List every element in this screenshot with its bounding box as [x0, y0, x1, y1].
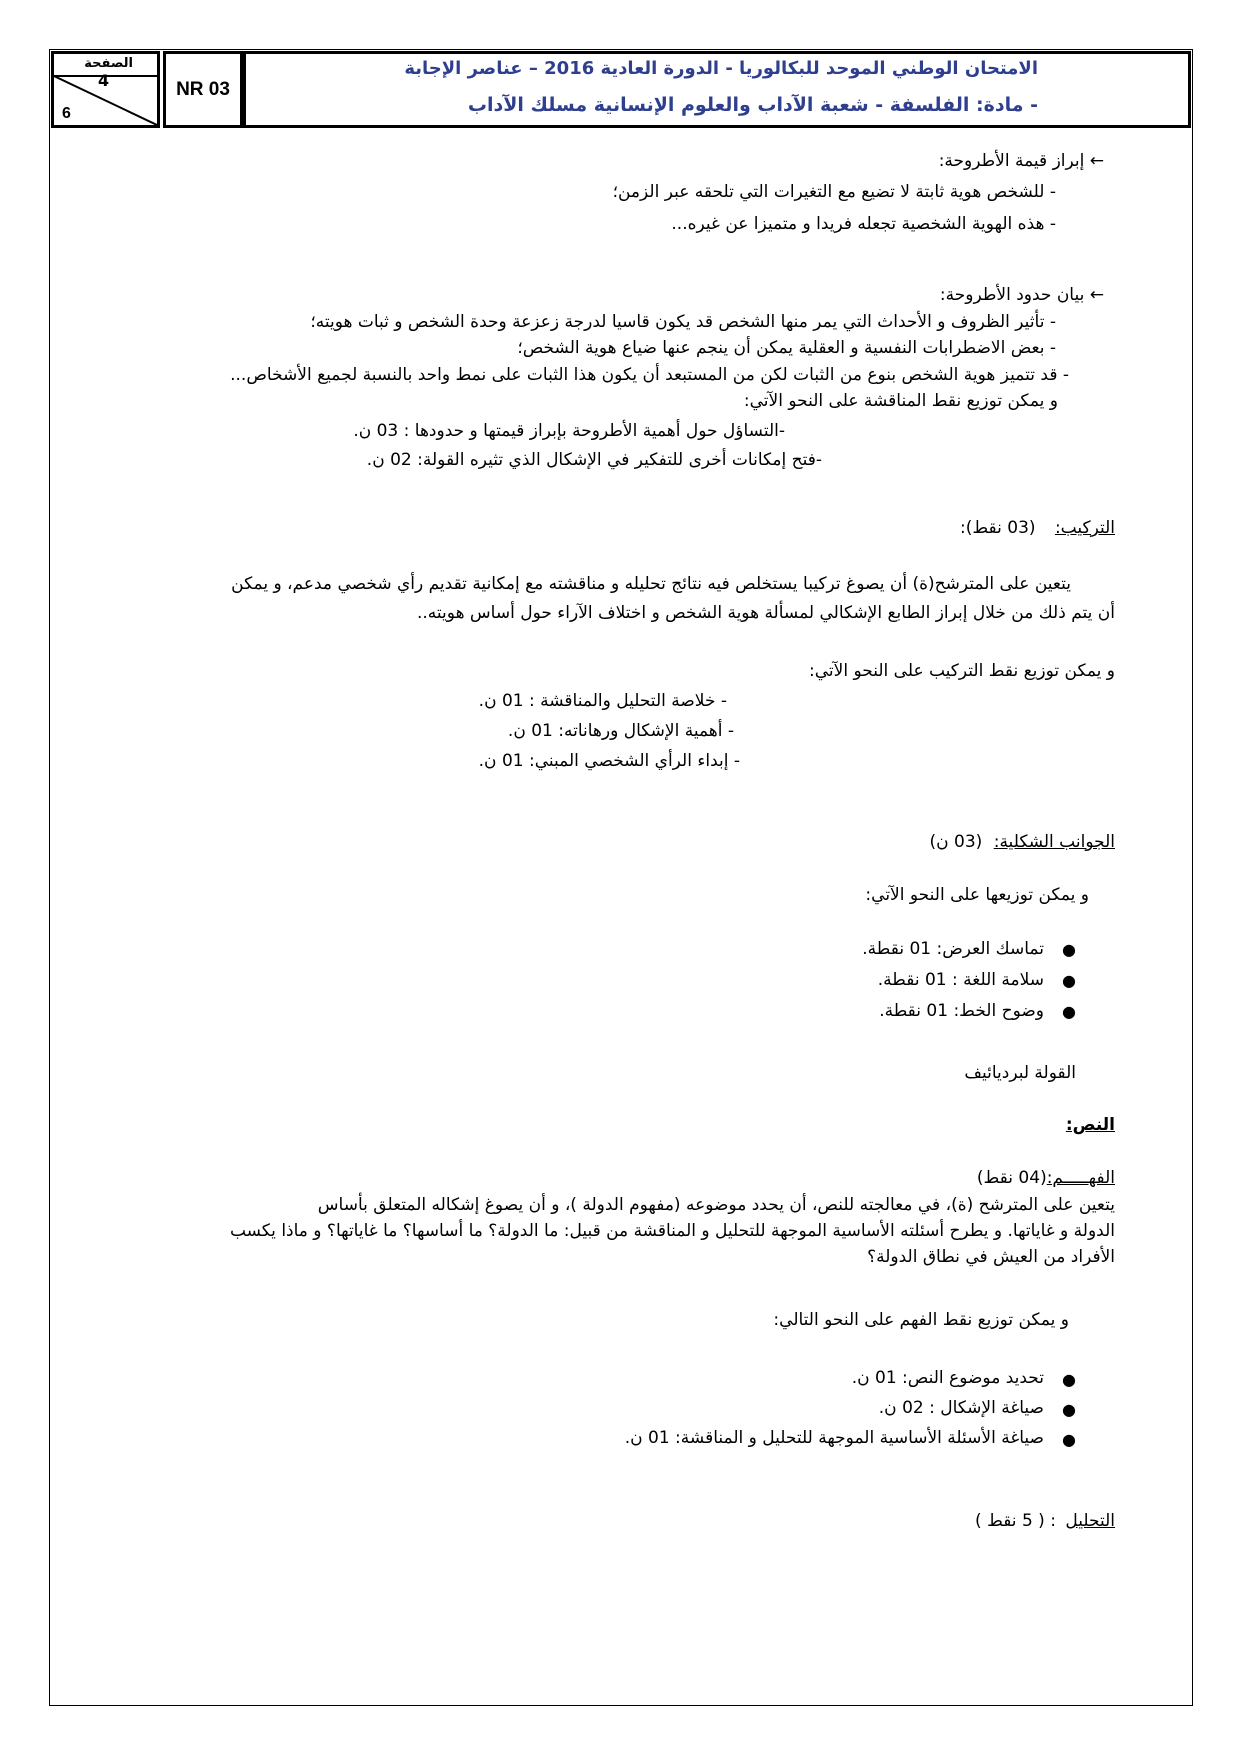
comprehension-distribution-intro: و يمكن توزيع نقط الفهم على النحو التالي:	[773, 1310, 1069, 1330]
limits-heading: ← بيان حدود الأطروحة:	[939, 285, 1104, 305]
comprehension-heading-line	[977, 1167, 1115, 1189]
synthesis-distribution-intro: و يمكن توزيع نقط التركيب على النحو الآتي:	[809, 661, 1115, 681]
formal-item-2: سلامة اللغة : 01 نقطة.	[877, 970, 1044, 990]
exam-title-line1: الامتحان الوطني الموحد للبكالوريا - الدورة العادية 2016 – عناصر الإجابة	[404, 58, 1038, 79]
comprehension-points: (04 نقط)	[976, 1168, 1047, 1188]
bullet-icon: ●	[1062, 940, 1076, 959]
synthesis-item-1: - خلاصة التحليل والمناقشة : 01 ن.	[478, 691, 727, 711]
synthesis-points: (03 نقط):	[960, 518, 1036, 538]
limits-distribution-2: -فتح إمكانات أخرى للتفكير في الإشكال الذي تثيره القولة: 02 ن.	[366, 450, 822, 470]
limits-distribution-intro: و يمكن توزيع نقط المناقشة على النحو الآتي:	[743, 391, 1058, 411]
comprehension-item-2: صياغة الإشكال : 02 ن.	[878, 1398, 1044, 1418]
formal-points: (03 ن)	[929, 832, 983, 852]
limits-distribution-1: -التساؤل حول أهمية الأطروحة بإبراز قيمتها و حدودها : 03 ن.	[353, 421, 785, 441]
text-heading: النص:	[1065, 1115, 1115, 1135]
value-item-2: - هذه الهوية الشخصية تجعله فريدا و متميزا عن غيره...	[671, 214, 1056, 234]
analysis-heading: التحليل	[1065, 1511, 1115, 1531]
quote-title: القولة لبرديائيف	[964, 1063, 1076, 1083]
limits-item-3: - قد تتميز هوية الشخص بنوع من الثبات لكن من المستبعد أن يكون هذا الثبات على نمط واحد بالنسبة لجميع الأشخاص...	[230, 365, 1069, 385]
bullet-icon: ●	[1062, 1400, 1076, 1419]
synthesis-heading-line	[960, 517, 1115, 539]
synthesis-para-line1: يتعين على المترشح(ة) أن يصوغ تركيبا يستخلص فيه نتائج تحليله و مناقشته مع إمكانية تقديم رأي شخصي مدعم، و يمكن	[231, 574, 1071, 594]
bullet-icon: ●	[1062, 1002, 1076, 1021]
page-label: الصفحة	[84, 56, 133, 71]
bullet-icon: ●	[1062, 1430, 1076, 1449]
exam-title-line2: - مادة: الفلسفة - شعبة الآداب والعلوم الإنسانية مسلك الآداب	[467, 94, 1038, 116]
limits-item-2: - بعض الاضطرابات النفسية و العقلية يمكن أن ينجم عنها ضياع هوية الشخص؛	[517, 338, 1056, 358]
synthesis-heading: التركيب:	[1054, 518, 1115, 538]
comprehension-para-line2: الدولة و غاياتها. و يطرح أسئلته الأساسية الموجهة للتحليل و المناقشة من قبيل: ما الدولة؟ ما أساسها؟ ما غاياتها؟ و ماذا يكسب	[229, 1221, 1115, 1241]
bullet-icon: ●	[1062, 1370, 1076, 1389]
bullet-icon: ●	[1062, 971, 1076, 990]
formal-heading: الجوانب الشكلية:	[993, 832, 1115, 852]
page-number: 4	[98, 71, 110, 90]
formal-distribution-intro: و يمكن توزيعها على النحو الآتي:	[865, 885, 1089, 905]
formal-item-1: تماسك العرض: 01 نقطة.	[862, 939, 1044, 959]
comprehension-item-1: تحديد موضوع النص: 01 ن.	[851, 1368, 1044, 1388]
exam-code: NR 03	[163, 51, 243, 128]
synthesis-para-line2: أن يتم ذلك من خلال إبراز الطابع الإشكالي لمسألة هوية الشخص و اختلاف الآراء حول أساس هويته..	[417, 603, 1115, 623]
exam-title-box	[243, 51, 1191, 128]
formal-heading-line	[930, 831, 1116, 853]
page-number-box	[51, 51, 160, 128]
comprehension-para-line3: الأفراد من العيش في نطاق الدولة؟	[867, 1247, 1115, 1267]
comprehension-heading: الفهـــــم:	[1046, 1168, 1115, 1188]
analysis-heading-line	[975, 1510, 1115, 1532]
value-item-1: - للشخص هوية ثابتة لا تضيع مع التغيرات التي تلحقه عبر الزمن؛	[612, 182, 1056, 202]
synthesis-item-2: - أهمية الإشكال ورهاناته: 01 ن.	[507, 721, 734, 741]
comprehension-para-line1: يتعين على المترشح (ة)، في معالجته للنص، أن يحدد موضوعه (مفهوم الدولة )، و أن يصوغ إشكاله المتعلق بأساس	[317, 1195, 1115, 1215]
exam-header	[51, 51, 1191, 128]
formal-item-3: وضوح الخط: 01 نقطة.	[879, 1001, 1044, 1021]
page-total: 6	[62, 105, 71, 122]
analysis-points: : ( 5 نقط )	[975, 1511, 1056, 1531]
synthesis-item-3: - إبداء الرأي الشخصي المبني: 01 ن.	[478, 751, 740, 771]
value-heading: ← إبراز قيمة الأطروحة:	[938, 151, 1104, 171]
comprehension-item-3: صياغة الأسئلة الأساسية الموجهة للتحليل و المناقشة: 01 ن.	[624, 1428, 1044, 1448]
limits-item-1: - تأثير الظروف و الأحداث التي يمر منها الشخص قد يكون قاسيا لدرجة زعزعة وحدة الشخص و ثبات هويته؛	[310, 312, 1056, 332]
